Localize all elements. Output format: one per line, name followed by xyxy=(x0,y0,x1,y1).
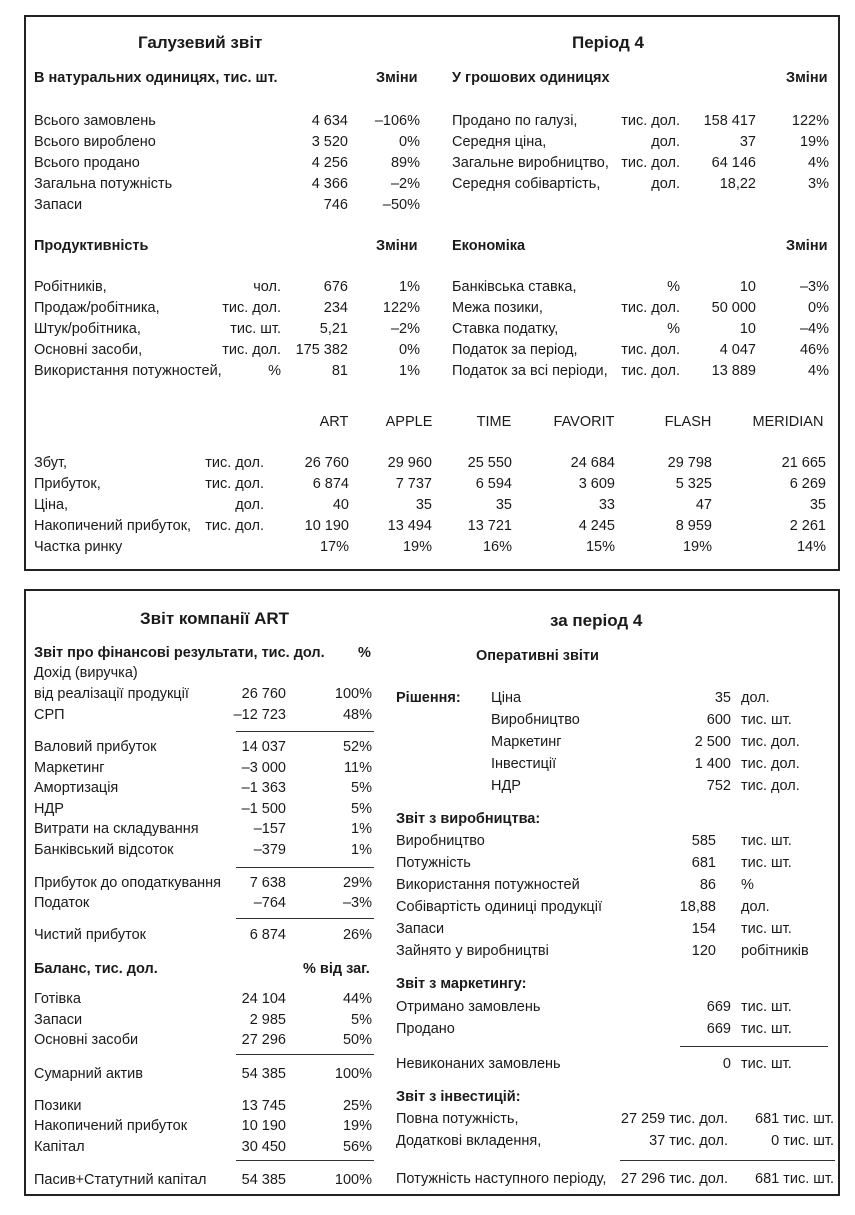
company-value: 5 325 xyxy=(675,476,712,492)
decisions-label: Рішення: xyxy=(396,690,461,706)
row-value: 746 xyxy=(323,197,348,213)
row-label: Банківська ставка, xyxy=(452,279,577,295)
decision-label: Ціна xyxy=(491,690,522,706)
row-unit: тис. дол. xyxy=(621,342,680,358)
row-unit: % xyxy=(741,877,754,893)
row-value: 158 417 xyxy=(703,113,756,129)
row-label: Готівка xyxy=(34,991,81,1007)
row-value: 120 xyxy=(691,943,716,959)
row-label: Продано xyxy=(396,1021,455,1037)
row-label: Межа позики, xyxy=(452,300,543,316)
row-label: Витрати на складування xyxy=(34,821,199,837)
row-label: Невиконаних замовлень xyxy=(396,1056,561,1072)
row-label: Всього замовлень xyxy=(34,113,156,129)
row-percent: 50% xyxy=(342,1032,372,1048)
row-unit: % xyxy=(667,321,680,337)
row-change: 122% xyxy=(382,300,420,316)
row-value: 6 874 xyxy=(249,927,286,943)
row-value: –379 xyxy=(253,842,286,858)
row-value: 234 xyxy=(323,300,348,316)
income-statement-heading: Звіт про фінансові результати, тис. дол. xyxy=(34,645,325,661)
productivity-heading: Продуктивність xyxy=(34,238,149,254)
row-label: Запаси xyxy=(34,1012,83,1028)
row-percent: 5% xyxy=(351,1012,372,1028)
row-label: СРП xyxy=(34,707,65,723)
row-label: Накопичений прибуток xyxy=(34,1118,188,1134)
row-value: 4 047 xyxy=(719,342,756,358)
company-value: 13 721 xyxy=(467,518,512,534)
decision-unit: дол. xyxy=(741,690,770,706)
row-value: 2 985 xyxy=(249,1012,286,1028)
company-column-header: FLASH xyxy=(664,414,712,430)
company-column-header: FAVORIT xyxy=(553,414,615,430)
company-value: 14% xyxy=(796,539,826,555)
row-label: Податок за період, xyxy=(452,342,578,358)
row-percent: 19% xyxy=(342,1118,372,1134)
company-value: 21 665 xyxy=(781,455,826,471)
row-percent: 100% xyxy=(334,1066,372,1082)
company-value: 35 xyxy=(415,497,432,513)
decision-unit: тис. дол. xyxy=(741,734,800,750)
company-value: 17% xyxy=(319,539,349,555)
row-value-units: 681 тис. шт. xyxy=(755,1111,834,1127)
row-label: Основні засоби, xyxy=(34,342,143,358)
row-value: 50 000 xyxy=(711,300,756,316)
row-value: 18,88 xyxy=(679,899,716,915)
row-label: Прибуток, xyxy=(34,476,101,492)
company-value: 35 xyxy=(809,497,826,513)
decision-label: Виробництво xyxy=(491,712,580,728)
row-value: 54 385 xyxy=(241,1172,286,1188)
company-report-title: Звіт компанії ART xyxy=(140,609,290,628)
row-label: Загальне виробництво, xyxy=(452,155,609,171)
row-label: Повна потужність, xyxy=(396,1111,519,1127)
row-value: 18,22 xyxy=(719,176,756,192)
row-label: Капітал xyxy=(34,1139,85,1155)
row-label: Штук/робітника, xyxy=(34,321,141,337)
company-value: 26 760 xyxy=(304,455,349,471)
company-value: 35 xyxy=(495,497,512,513)
row-percent: 5% xyxy=(351,801,372,817)
income-pct-label: % xyxy=(358,645,371,661)
company-value: 3 609 xyxy=(578,476,615,492)
row-value: 4 366 xyxy=(311,176,348,192)
row-change: 3% xyxy=(808,176,829,192)
row-value: 4 256 xyxy=(311,155,348,171)
company-value: 6 874 xyxy=(312,476,349,492)
row-label: Збут, xyxy=(34,455,68,471)
row-percent: 56% xyxy=(342,1139,372,1155)
company-column-header: TIME xyxy=(476,414,512,430)
row-percent: 100% xyxy=(334,1172,372,1188)
company-value: 8 959 xyxy=(675,518,712,534)
row-label: Валовий прибуток xyxy=(34,739,157,755)
row-unit: тис. шт. xyxy=(741,921,792,937)
row-value: 81 xyxy=(331,363,348,379)
row-percent: 25% xyxy=(342,1098,372,1114)
economy-changes-label: Зміни xyxy=(786,238,828,254)
row-change: 0% xyxy=(808,300,829,316)
decision-value: 2 500 xyxy=(694,734,731,750)
row-label: Продано по галузі, xyxy=(452,113,578,129)
productivity-changes-label: Зміни xyxy=(376,238,418,254)
row-label: від реалізації продукції xyxy=(34,686,189,702)
decision-unit: тис. дол. xyxy=(741,756,800,772)
row-value: 5,21 xyxy=(319,321,348,337)
row-value: 4 634 xyxy=(311,113,348,129)
row-unit: тис. дол. xyxy=(222,342,281,358)
row-value: 24 104 xyxy=(241,991,286,1007)
company-value: 19% xyxy=(402,539,432,555)
row-unit: дол. xyxy=(741,899,770,915)
row-value: 64 146 xyxy=(711,155,756,171)
row-label: Податок xyxy=(34,895,90,911)
row-value: 669 xyxy=(706,999,731,1015)
row-label: Всього вироблено xyxy=(34,134,156,150)
row-unit: тис. дол. xyxy=(205,455,264,471)
company-value: 4 245 xyxy=(578,518,615,534)
decision-value: 35 xyxy=(714,690,731,706)
company-value: 10 190 xyxy=(304,518,349,534)
row-label: Запаси xyxy=(396,921,445,937)
company-value: 40 xyxy=(332,497,349,513)
company-value: 25 550 xyxy=(467,455,512,471)
row-unit: тис. дол. xyxy=(205,518,264,534)
row-value-money: 37 тис. дол. xyxy=(649,1133,728,1149)
row-value-units: 681 тис. шт. xyxy=(755,1171,834,1187)
decision-value: 600 xyxy=(706,712,731,728)
row-label: Ціна, xyxy=(34,497,69,513)
row-value: 13 889 xyxy=(711,363,756,379)
company-value: 29 798 xyxy=(667,455,712,471)
row-change: 0% xyxy=(399,342,420,358)
money-units-heading: У грошових одиницях xyxy=(452,70,610,86)
natural-changes-label: Зміни xyxy=(376,70,418,86)
row-percent: 11% xyxy=(344,760,372,776)
period-title: Період 4 xyxy=(572,33,644,52)
row-unit: тис. дол. xyxy=(621,155,680,171)
row-value: 669 xyxy=(706,1021,731,1037)
row-value: 10 xyxy=(739,321,756,337)
row-unit: тис. дол. xyxy=(222,300,281,316)
row-percent: 29% xyxy=(342,875,372,891)
row-change: 19% xyxy=(799,134,829,150)
row-label: Середня собівартість, xyxy=(452,176,601,192)
row-unit: тис. дол. xyxy=(621,363,680,379)
row-label: НДР xyxy=(34,801,64,817)
row-unit: чол. xyxy=(253,279,281,295)
row-value: 54 385 xyxy=(241,1066,286,1082)
company-column-header: MERIDIAN xyxy=(752,414,824,430)
row-label: Продаж/робітника, xyxy=(34,300,160,316)
company-value: 6 269 xyxy=(789,476,826,492)
natural-units-heading: В натуральних одиницях, тис. шт. xyxy=(34,70,278,86)
income-separator-1 xyxy=(236,731,374,732)
row-label: Виробництво xyxy=(396,833,485,849)
decision-value: 752 xyxy=(706,778,731,794)
row-change: –2% xyxy=(390,176,420,192)
row-value: 3 520 xyxy=(311,134,348,150)
row-unit: тис. дол. xyxy=(205,476,264,492)
company-value: 29 960 xyxy=(387,455,432,471)
row-change: –3% xyxy=(799,279,829,295)
decision-label: Маркетинг xyxy=(491,734,562,750)
row-label: Банківський відсоток xyxy=(34,842,174,858)
row-value: 681 xyxy=(691,855,716,871)
row-change: 1% xyxy=(399,363,420,379)
row-label: Собівартість одиниці продукції xyxy=(396,899,602,915)
company-value: 19% xyxy=(682,539,712,555)
row-change: –4% xyxy=(799,321,829,337)
row-value-money: 27 296 тис. дол. xyxy=(620,1171,728,1187)
income-separator-2 xyxy=(236,867,374,868)
row-unit: робітників xyxy=(741,943,809,959)
row-value: 37 xyxy=(739,134,756,150)
row-unit: тис. шт. xyxy=(741,999,792,1015)
company-value: 2 261 xyxy=(789,518,826,534)
row-unit: тис. шт. xyxy=(741,855,792,871)
row-value: 7 638 xyxy=(249,875,286,891)
row-value: 13 745 xyxy=(241,1098,286,1114)
decision-unit: тис. дол. xyxy=(741,778,800,794)
production-report-heading: Звіт з виробництва: xyxy=(396,811,541,827)
company-value: 15% xyxy=(585,539,615,555)
row-label: Позики xyxy=(34,1098,82,1114)
row-unit: дол. xyxy=(651,134,680,150)
row-value-money: 27 259 тис. дол. xyxy=(620,1111,728,1127)
row-value: 585 xyxy=(691,833,716,849)
row-unit: тис. шт. xyxy=(741,833,792,849)
row-label: Маркетинг xyxy=(34,760,105,776)
row-value: 10 190 xyxy=(241,1118,286,1134)
row-value: –12 723 xyxy=(233,707,286,723)
row-label: Зайнято у виробництві xyxy=(396,943,549,959)
row-label: Ставка податку, xyxy=(452,321,559,337)
row-value: 30 450 xyxy=(241,1139,286,1155)
company-column-header: ART xyxy=(319,414,349,430)
balance-pct-label: % від заг. xyxy=(303,961,370,977)
row-value: 10 xyxy=(739,279,756,295)
row-percent: 5% xyxy=(351,780,372,796)
row-value: 175 382 xyxy=(295,342,348,358)
row-value: 676 xyxy=(323,279,348,295)
row-value: –3 000 xyxy=(241,760,286,776)
row-unit: дол. xyxy=(651,176,680,192)
balance-separator-1 xyxy=(236,1054,374,1055)
economy-heading: Економіка xyxy=(452,238,526,254)
company-column-header: APPLE xyxy=(385,414,433,430)
row-percent: 26% xyxy=(342,927,372,943)
row-label: Податок за всі періоди, xyxy=(452,363,608,379)
row-label: Прибуток до оподаткування xyxy=(34,875,222,891)
row-percent: 1% xyxy=(351,842,372,858)
income-separator-3 xyxy=(236,918,374,919)
row-unit: тис. шт. xyxy=(230,321,281,337)
row-value: 154 xyxy=(691,921,716,937)
row-label: Частка ринку xyxy=(34,539,123,555)
row-value: 0 xyxy=(722,1056,731,1072)
row-label: Накопичений прибуток, xyxy=(34,518,192,534)
row-percent: 1% xyxy=(351,821,372,837)
row-change: 122% xyxy=(791,113,829,129)
row-change: 1% xyxy=(399,279,420,295)
row-label: Потужність xyxy=(396,855,471,871)
row-change: –106% xyxy=(374,113,420,129)
row-value: –764 xyxy=(253,895,286,911)
row-change: –2% xyxy=(390,321,420,337)
row-unit: % xyxy=(268,363,281,379)
row-value-units: 0 тис. шт. xyxy=(771,1133,834,1149)
company-value: 16% xyxy=(482,539,512,555)
row-value: 14 037 xyxy=(241,739,286,755)
row-value: 26 760 xyxy=(241,686,286,702)
row-label: Використання потужностей xyxy=(396,877,580,893)
row-label: Пасив+Статутний капітал xyxy=(34,1172,207,1188)
row-label: Загальна потужність xyxy=(34,176,173,192)
balance-separator-2 xyxy=(236,1160,374,1161)
row-percent: 100% xyxy=(334,686,372,702)
row-label: Сумарний актив xyxy=(34,1066,143,1082)
marketing-separator xyxy=(680,1046,828,1047)
row-label: Використання потужностей, xyxy=(34,363,222,379)
revenue-label-line-1: Дохід (виручка) xyxy=(34,665,138,681)
row-label: Чистий прибуток xyxy=(34,927,147,943)
row-percent: 52% xyxy=(342,739,372,755)
row-percent: –3% xyxy=(342,895,372,911)
row-value: –1 363 xyxy=(241,780,286,796)
row-unit: тис. шт. xyxy=(741,1021,792,1037)
company-value: 13 494 xyxy=(387,518,432,534)
row-change: 0% xyxy=(399,134,420,150)
decision-label: Інвестиції xyxy=(491,756,557,772)
decision-value: 1 400 xyxy=(694,756,731,772)
row-label: Амортизація xyxy=(34,780,119,796)
operative-reports-heading: Оперативні звіти xyxy=(476,648,599,664)
row-label: Додаткові вкладення, xyxy=(396,1133,542,1149)
row-label: Потужність наступного періоду, xyxy=(396,1171,607,1187)
company-period-title: за період 4 xyxy=(550,611,643,630)
row-unit: тис. шт. xyxy=(741,1056,792,1072)
marketing-report-heading: Звіт з маркетингу: xyxy=(396,976,527,992)
decision-label: НДР xyxy=(491,778,521,794)
row-percent: 48% xyxy=(342,707,372,723)
row-value: 27 296 xyxy=(241,1032,286,1048)
row-label: Робітників, xyxy=(34,279,107,295)
investment-report-heading: Звіт з інвестицій: xyxy=(396,1089,521,1105)
decision-unit: тис. шт. xyxy=(741,712,792,728)
row-label: Основні засоби xyxy=(34,1032,139,1048)
company-value: 24 684 xyxy=(570,455,615,471)
row-label: Всього продано xyxy=(34,155,140,171)
row-change: 4% xyxy=(808,363,829,379)
row-change: 89% xyxy=(390,155,420,171)
row-label: Середня ціна, xyxy=(452,134,547,150)
company-value: 33 xyxy=(598,497,615,513)
row-change: –50% xyxy=(382,197,420,213)
balance-heading: Баланс, тис. дол. xyxy=(34,961,158,977)
row-change: 46% xyxy=(799,342,829,358)
row-unit: тис. дол. xyxy=(621,300,680,316)
row-value: 86 xyxy=(699,877,716,893)
investment-separator xyxy=(620,1160,835,1161)
industry-report-title: Галузевий звіт xyxy=(138,33,263,52)
row-label: Запаси xyxy=(34,197,83,213)
row-change: 4% xyxy=(808,155,829,171)
row-label: Отримано замовлень xyxy=(396,999,541,1015)
row-unit: дол. xyxy=(235,497,264,513)
company-value: 6 594 xyxy=(475,476,512,492)
company-value: 47 xyxy=(695,497,712,513)
row-unit: тис. дол. xyxy=(621,113,680,129)
row-unit: % xyxy=(667,279,680,295)
row-value: –157 xyxy=(253,821,286,837)
money-changes-label: Зміни xyxy=(786,70,828,86)
company-value: 7 737 xyxy=(395,476,432,492)
row-value: –1 500 xyxy=(241,801,286,817)
row-percent: 44% xyxy=(342,991,372,1007)
